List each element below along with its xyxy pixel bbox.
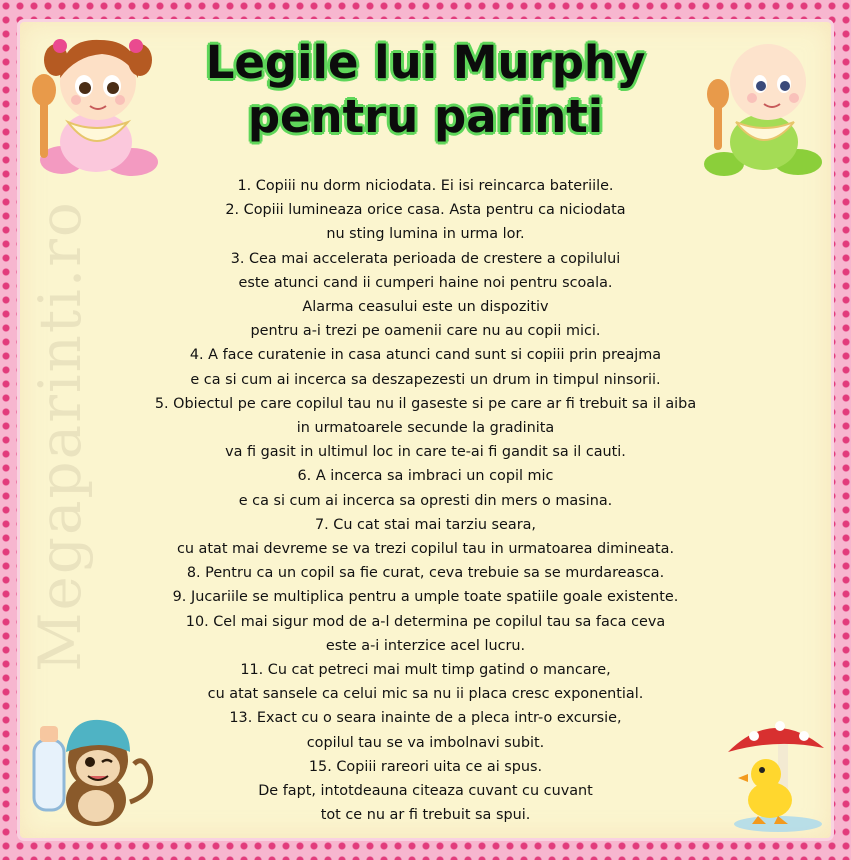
law-line: este a-i interzice acel lucru.: [325, 637, 526, 654]
baby-boy-icon: [702, 32, 827, 182]
law-line: 5. Obiectul pe care copilul tau nu il gaseste si pe care ar fi trebuit sa il aiba: [154, 395, 697, 412]
law-line: 2. Copiii lumineaza orice casa. Asta pentru ca niciodata: [225, 202, 626, 219]
law-line: pentru a-i trezi pe oamenii care nu au copii mici.: [250, 323, 601, 340]
law-line: va fi gasit in ultimul loc in care te-ai fi gandit sa il cauti.: [225, 444, 626, 461]
law-line: 9. Jucariile se multiplica pentru a umple toate spatiile goale existente.: [172, 589, 679, 606]
law-line: in urmatoarele secunde la gradinita: [296, 420, 555, 437]
poster-panel: [20, 22, 831, 838]
title-line-2: pentru parinti: [247, 90, 604, 143]
law-line: 4. A face curatenie in casa atunci cand sunt si copiii prin preajma: [189, 347, 662, 364]
law-line: e ca si cum ai incerca sa opresti din mers o masina.: [238, 492, 613, 509]
watermark: Megaparinti.ro: [26, 200, 94, 672]
law-line: este atunci cand ii cumperi haine noi pentru scoala.: [238, 274, 613, 291]
law-line: 6. A incerca sa imbraci un copil mic: [297, 468, 554, 485]
law-line: 11. Cu cat petreci mai mult timp gatind o mancare,: [240, 662, 611, 679]
law-line: De fapt, intotdeauna citeaza cuvant cu cuvant: [258, 783, 593, 800]
law-line: 13. Exact cu o seara inainte de a pleca intr-o excursie,: [229, 710, 622, 727]
law-line: 7. Cu cat stai mai tarziu seara,: [314, 516, 537, 533]
law-line: tot ce nu ar fi trebuit sa spui.: [320, 807, 531, 824]
law-line: 8. Pentru ca un copil sa fie curat, ceva trebuie sa se murdareasca.: [186, 565, 665, 582]
law-line: Alarma ceasului este un dispozitiv: [302, 299, 549, 316]
law-line: e ca si cum ai incerca sa deszapezesti un drum in timpul ninsorii.: [190, 371, 661, 388]
law-line: 1. Copiii nu dorm niciodata. Ei isi reincarca bateriile.: [237, 178, 614, 194]
law-line: 15. Copiii rareori uita ce ai spus.: [308, 758, 543, 775]
law-line: cu atat sansele ca celui mic sa nu ii placa cresc exponential.: [207, 686, 644, 703]
law-line: cu atat mai devreme se va trezi copilul tau in urmatoarea dimineata.: [176, 541, 675, 558]
laws-list: [90, 174, 761, 827]
law-line: 3. Cea mai accelerata perioada de crestere a copilului: [230, 250, 621, 267]
law-line: copilul tau se va imbolnavi subit.: [306, 734, 545, 751]
title-line-1: Legile lui Murphy: [205, 36, 646, 89]
law-line: 10. Cel mai sigur mod de a-l determina pe copilul tau sa faca ceva: [185, 613, 666, 630]
law-line: nu sting lumina in urma lor.: [326, 226, 525, 243]
baby-girl-icon: [32, 30, 167, 180]
